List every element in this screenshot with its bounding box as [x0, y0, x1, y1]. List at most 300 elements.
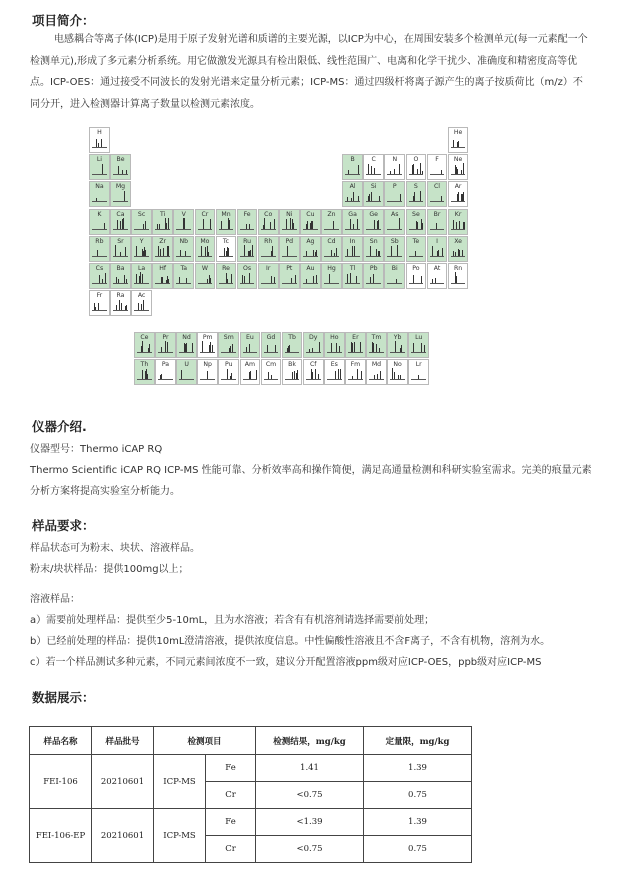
isotope-spectrum: [220, 272, 233, 283]
isotope-spectrum: [265, 341, 278, 352]
element-cell-au: [300, 263, 321, 289]
element-cell-gd: [261, 332, 282, 358]
isotope-bar: [358, 165, 359, 175]
isotope-spectrum: [304, 272, 317, 283]
isotope-spectrum: [180, 368, 193, 379]
isotope-bar: [456, 167, 457, 174]
spectrum-axis: [240, 256, 255, 257]
element-symbol: Fm: [350, 361, 361, 369]
isotope-bar: [249, 344, 250, 352]
isotope-bar: [184, 343, 185, 352]
isotope-spectrum: [156, 245, 169, 256]
isotope-bar: [333, 221, 334, 228]
element-symbol: Fe: [243, 210, 251, 218]
spectrum-axis: [261, 283, 276, 284]
spectrum-axis: [113, 201, 128, 202]
isotope-bar: [274, 219, 275, 229]
spectrum-axis: [366, 256, 381, 257]
isotope-bar: [373, 343, 374, 352]
element-symbol: Pu: [225, 361, 233, 369]
element-cell-p: [384, 181, 405, 207]
isotope-bar: [227, 369, 228, 379]
element-cell-ce: [134, 332, 155, 358]
spectrum-axis: [200, 352, 215, 353]
element-symbol: Zn: [327, 210, 336, 218]
isotope-bar: [356, 276, 357, 283]
sample-heading: 样品要求：: [32, 518, 95, 533]
isotope-spectrum: [452, 218, 465, 229]
isotope-spectrum: [262, 272, 275, 283]
isotope-spectrum: [410, 245, 423, 256]
element-symbol: Ra: [116, 292, 125, 300]
isotope-spectrum: [370, 368, 383, 379]
method-cell: ICP-MS: [154, 755, 206, 809]
spectrum-axis: [113, 256, 128, 257]
isotope-bar: [295, 275, 296, 283]
element-cell-o: [406, 154, 427, 180]
isotope-bar: [117, 220, 118, 228]
element-cell-co: [258, 209, 279, 235]
element-symbol: Ti: [160, 210, 166, 218]
isotope-bar: [125, 247, 126, 256]
isotope-bar: [244, 276, 245, 283]
element-cell-br: [427, 209, 448, 235]
spectrum-axis: [345, 256, 360, 257]
spectrum-axis: [366, 229, 381, 230]
isotope-spectrum: [220, 218, 233, 229]
element-cell-nd: [176, 332, 197, 358]
element-cell-ne: [448, 154, 469, 180]
element-cell-ta: [173, 263, 194, 289]
isotope-spectrum: [410, 218, 423, 229]
isotope-spectrum: [241, 218, 254, 229]
isotope-spectrum: [159, 368, 172, 379]
isotope-bar: [122, 219, 123, 228]
header-loq: 定量限，mg/kg: [364, 727, 472, 755]
isotope-bar: [272, 246, 273, 256]
element-symbol: B: [350, 156, 355, 164]
isotope-spectrum: [370, 341, 383, 352]
instrument-heading: 仪器介绍.: [32, 419, 87, 434]
element-symbol: O: [413, 156, 419, 164]
element-cell-cs: [89, 263, 110, 289]
isotope-bar: [370, 246, 371, 255]
isotope-spectrum: [367, 190, 380, 201]
isotope-spectrum: [177, 272, 190, 283]
element-cell-n: [384, 154, 405, 180]
isotope-spectrum: [262, 245, 275, 256]
isotope-spectrum: [135, 272, 148, 283]
isotope-spectrum: [93, 218, 106, 229]
solution-item-a: a）需要前处理样品：提供至少5-10mL，且为水溶液；若含有有机溶剂请选择需要前处理；: [30, 615, 435, 626]
element-symbol: P: [392, 183, 397, 191]
isotope-spectrum: [388, 245, 401, 256]
element-symbol: Al: [349, 183, 356, 191]
element-symbol: Sr: [117, 237, 124, 245]
element-symbol: Tb: [288, 334, 296, 341]
isotope-bar: [453, 140, 454, 147]
isotope-bar: [453, 220, 454, 228]
isotope-bar: [399, 218, 400, 229]
isotope-bar: [357, 369, 358, 379]
element-symbol: Sc: [137, 210, 146, 218]
isotope-spectrum: [452, 245, 465, 256]
isotope-bar: [118, 166, 119, 174]
isotope-bar: [242, 276, 243, 283]
spectrum-axis: [92, 283, 107, 284]
solution-item-c: c）若一个样品测试多种元素，不同元素间浓度不一致，建议分开配置溶液ppm级对应ICP-OES，ppb级对应ICP-MS: [30, 657, 542, 668]
spectrum-axis: [158, 352, 173, 353]
isotope-spectrum: [346, 190, 359, 201]
spectrum-axis: [366, 201, 381, 202]
result-cell: <1.39: [256, 809, 364, 836]
element-cell-ag: [300, 236, 321, 262]
loq-cell: 1.39: [364, 809, 472, 836]
isotope-bar: [316, 275, 317, 283]
isotope-spectrum: [452, 190, 465, 201]
element-symbol: Lr: [415, 361, 422, 369]
isotope-bar: [145, 371, 146, 379]
isotope-bar: [212, 345, 213, 352]
element-symbol: Cd: [327, 237, 336, 245]
element-cell-sm: [218, 332, 239, 358]
element-cell-yb: [387, 332, 408, 358]
spectrum-axis: [240, 283, 255, 284]
spectrum-axis: [345, 283, 360, 284]
element-cell-no: [387, 359, 408, 385]
spectrum-axis: [390, 352, 405, 353]
element-cell-dy: [303, 332, 324, 358]
isotope-bar: [184, 218, 185, 228]
isotope-bar: [354, 246, 355, 256]
isotope-spectrum: [325, 272, 338, 283]
isotope-bar: [99, 275, 100, 283]
element-symbol: C: [371, 156, 376, 164]
spectrum-axis: [282, 256, 297, 257]
spectrum-axis: [285, 352, 300, 353]
intro-heading: 项目简介：: [32, 13, 95, 28]
isotope-bar: [371, 192, 372, 202]
element-symbol: Te: [412, 237, 420, 245]
method-cell: ICP-MS: [154, 809, 206, 863]
spectrum-axis: [348, 379, 363, 380]
element-cell-ir: [258, 263, 279, 289]
spectrum-axis: [366, 283, 381, 284]
element-cell-fr: [89, 290, 110, 316]
element-cell-te: [406, 236, 427, 262]
element-cell-bi: [384, 263, 405, 289]
element-symbol: Fr: [96, 292, 103, 300]
isotope-bar: [420, 163, 421, 174]
isotope-bar: [231, 274, 232, 283]
isotope-bar: [96, 139, 97, 147]
isotope-bar: [158, 246, 159, 255]
spectrum-axis: [306, 379, 321, 380]
isotope-bar: [142, 370, 143, 379]
element-cell-cd: [321, 236, 342, 262]
isotope-spectrum: [114, 245, 127, 256]
intro-paragraph: 电感耦合等离子体(ICP)是用于原子发射光谱和质谱的主要光源，以ICP为中心，在周围安装多个检测单元(每一元素配一个检测单元),形成了多元素分析系统。用它做激发光源具有检出限低、线性范围广、电离和化学干扰少、准确度和精密度高等优点。ICP-OES：通过接受不同波长的发射光谱来定量分析元素；ICP-MS：通过四级杆将离子源产生的离子按质荷比（m/z）不同分开，进入检测器计算离子数量以检测元素浓度。: [30, 34, 588, 110]
element-symbol: Am: [244, 361, 256, 369]
isotope-bar: [138, 303, 139, 310]
element-symbol: Li: [96, 156, 102, 164]
element-symbol: He: [453, 129, 463, 136]
element-cell-ra: [110, 290, 131, 316]
element-symbol: Ta: [180, 265, 188, 272]
isotope-bar: [105, 273, 106, 283]
isotope-spectrum: [244, 341, 257, 352]
element-cell-lu: [408, 332, 429, 358]
sample-name-cell: FEI-106-EP: [30, 809, 92, 863]
element-symbol: U: [184, 361, 189, 369]
spectrum-axis: [92, 174, 107, 175]
element-symbol: Ir: [266, 265, 271, 272]
element-cell-kr: [448, 209, 469, 235]
element-symbol: Nb: [179, 237, 189, 245]
element-cell-be: [110, 154, 131, 180]
spectrum-axis: [264, 352, 279, 353]
element-cell-fm: [345, 359, 366, 385]
isotope-bar: [271, 276, 272, 283]
element-symbol: Gd: [266, 334, 276, 341]
spectrum-axis: [113, 310, 128, 311]
isotope-spectrum: [431, 190, 444, 201]
isotope-bar: [143, 302, 144, 310]
element-symbol: S: [413, 183, 418, 191]
isotope-spectrum: [391, 341, 404, 352]
spectrum-axis: [240, 229, 255, 230]
spectrum-axis: [137, 352, 152, 353]
element-cell-b: [342, 154, 363, 180]
isotope-spectrum: [114, 163, 127, 174]
isotope-bar: [119, 300, 120, 311]
spectrum-axis: [198, 283, 213, 284]
isotope-bar: [456, 222, 457, 229]
isotope-bar: [267, 345, 268, 352]
isotope-bar: [340, 369, 341, 380]
isotope-spectrum: [283, 245, 296, 256]
isotope-spectrum: [93, 245, 106, 256]
element-symbol: Pb: [369, 265, 378, 272]
header-sample-name: 样品名称: [30, 727, 92, 755]
isotope-bar: [232, 344, 233, 352]
element-symbol: Cm: [265, 361, 277, 369]
loq-cell: 0.75: [364, 836, 472, 863]
isotope-bar: [463, 222, 464, 229]
spectrum-axis: [155, 283, 170, 284]
element-symbol: Pd: [285, 237, 294, 245]
element-cell-re: [216, 263, 237, 289]
element-symbol: Be: [116, 156, 125, 164]
sample-state: 样品状态可为粉末、块状、溶液样品。: [30, 543, 200, 554]
isotope-spectrum: [388, 163, 401, 174]
isotope-spectrum: [180, 341, 193, 352]
isotope-bar: [350, 219, 351, 229]
spectrum-axis: [176, 256, 191, 257]
element-cell-am: [240, 359, 261, 385]
isotope-spectrum: [346, 163, 359, 174]
spectrum-axis: [387, 174, 402, 175]
spectrum-axis: [345, 201, 360, 202]
element-cell-pu: [218, 359, 239, 385]
spectrum-axis: [137, 379, 152, 380]
isotope-bar: [353, 192, 354, 202]
element-symbol: Np: [203, 361, 212, 369]
isotope-bar: [354, 342, 355, 352]
isotope-spectrum: [452, 136, 465, 147]
isotope-bar: [458, 192, 459, 201]
spectrum-axis: [387, 256, 402, 257]
batch-cell: 20210601: [92, 809, 154, 863]
isotope-bar: [185, 344, 186, 352]
sample-powder: 粉末/块状样品：提供100mg以上；: [30, 564, 189, 575]
isotope-spectrum: [283, 272, 296, 283]
element-symbol: Ne: [453, 156, 463, 164]
isotope-bar: [256, 370, 257, 380]
isotope-bar: [201, 246, 202, 256]
isotope-bar: [165, 218, 166, 228]
isotope-bar: [249, 273, 250, 283]
element-cell-pm: [197, 332, 218, 358]
spectrum-axis: [134, 256, 149, 257]
spectrum-axis: [221, 379, 236, 380]
element-symbol: Tl: [349, 265, 356, 272]
isotope-spectrum: [412, 368, 425, 379]
isotope-spectrum: [431, 245, 444, 256]
spectrum-axis: [261, 229, 276, 230]
element-cell-pd: [279, 236, 300, 262]
element-cell-np: [197, 359, 218, 385]
element-symbol: Yb: [393, 334, 402, 341]
element-cell-pa: [155, 359, 176, 385]
spectrum-axis: [345, 174, 360, 175]
isotope-bar: [376, 344, 377, 352]
spectrum-axis: [451, 201, 466, 202]
isotope-spectrum: [410, 272, 423, 283]
element-symbol: Ce: [140, 334, 149, 341]
element-symbol: As: [391, 210, 399, 218]
isotope-bar: [413, 164, 414, 174]
spectrum-axis: [366, 174, 381, 175]
isotope-spectrum: [328, 368, 341, 379]
isotope-bar: [413, 275, 414, 283]
isotope-spectrum: [307, 341, 320, 352]
isotope-spectrum: [201, 368, 214, 379]
isotope-spectrum: [114, 272, 127, 283]
isotope-bar: [463, 163, 464, 174]
isotope-bar: [357, 219, 358, 228]
isotope-bar: [210, 342, 211, 352]
element-cell-hf: [152, 263, 173, 289]
isotope-bar: [401, 345, 402, 352]
isotope-bar: [414, 192, 415, 201]
spectrum-axis: [451, 229, 466, 230]
isotope-bar: [350, 273, 351, 283]
element-cell-md: [366, 359, 387, 385]
isotope-bar: [413, 343, 414, 352]
isotope-spectrum: [286, 368, 299, 379]
isotope-spectrum: [304, 245, 317, 256]
element-cell-os: [237, 263, 258, 289]
element-symbol: W: [201, 265, 208, 272]
spectrum-axis: [134, 310, 149, 311]
isotope-spectrum: [93, 136, 106, 147]
result-cell: <0.75: [256, 782, 364, 809]
spectrum-axis: [430, 256, 445, 257]
element-symbol: Ge: [369, 210, 378, 218]
spectrum-axis: [327, 379, 342, 380]
isotope-bar: [361, 371, 362, 380]
isotope-spectrum: [114, 299, 127, 310]
isotope-bar: [181, 370, 182, 379]
element-cell-se: [406, 209, 427, 235]
element-cell-sr: [110, 236, 131, 262]
element-cell-zn: [321, 209, 342, 235]
element-symbol: Br: [433, 210, 441, 218]
isotope-bar: [287, 246, 288, 255]
isotope-spectrum: [431, 218, 444, 229]
isotope-bar: [186, 343, 187, 352]
element-cell: Fe: [206, 809, 256, 836]
isotope-spectrum: [391, 368, 404, 379]
results-table: [29, 726, 472, 863]
spectrum-axis: [409, 174, 424, 175]
element-symbol: Re: [222, 265, 230, 272]
isotope-spectrum: [93, 190, 106, 201]
element-cell-fe: [237, 209, 258, 235]
isotope-bar: [315, 369, 316, 379]
element-symbol: Pr: [162, 334, 169, 341]
element-cell-th: [134, 359, 155, 385]
spectrum-axis: [221, 352, 236, 353]
element-symbol: Xe: [454, 237, 462, 245]
element-symbol: Mn: [221, 210, 231, 218]
isotope-spectrum: [367, 218, 380, 229]
spectrum-axis: [430, 174, 445, 175]
isotope-bar: [123, 218, 124, 228]
isotope-spectrum: [325, 245, 338, 256]
isotope-spectrum: [241, 245, 254, 256]
isotope-bar: [165, 341, 166, 352]
isotope-spectrum: [325, 218, 338, 229]
spectrum-axis: [92, 256, 107, 257]
isotope-spectrum: [286, 341, 299, 352]
isotope-bar: [368, 164, 369, 175]
isotope-spectrum: [304, 218, 317, 229]
element-cell-c: [363, 154, 384, 180]
isotope-bar: [335, 371, 336, 379]
element-symbol: Os: [243, 265, 252, 272]
spectrum-axis: [282, 283, 297, 284]
spectrum-axis: [451, 283, 466, 284]
isotope-spectrum: [135, 245, 148, 256]
spectrum-axis: [324, 283, 339, 284]
isotope-bar: [336, 343, 337, 352]
isotope-spectrum: [412, 341, 425, 352]
isotope-bar: [120, 221, 121, 229]
isotope-bar: [297, 370, 298, 380]
element-symbol: Rb: [95, 237, 104, 245]
sample-name-cell: FEI-106: [30, 755, 92, 809]
element-symbol: Mg: [115, 183, 126, 191]
spectrum-axis: [243, 352, 258, 353]
isotope-bar: [101, 139, 102, 147]
element-cell-rn: [448, 263, 469, 289]
spectrum-axis: [282, 229, 297, 230]
element-cell-ca: [110, 209, 131, 235]
isotope-bar: [264, 218, 265, 229]
isotope-bar: [400, 194, 401, 201]
